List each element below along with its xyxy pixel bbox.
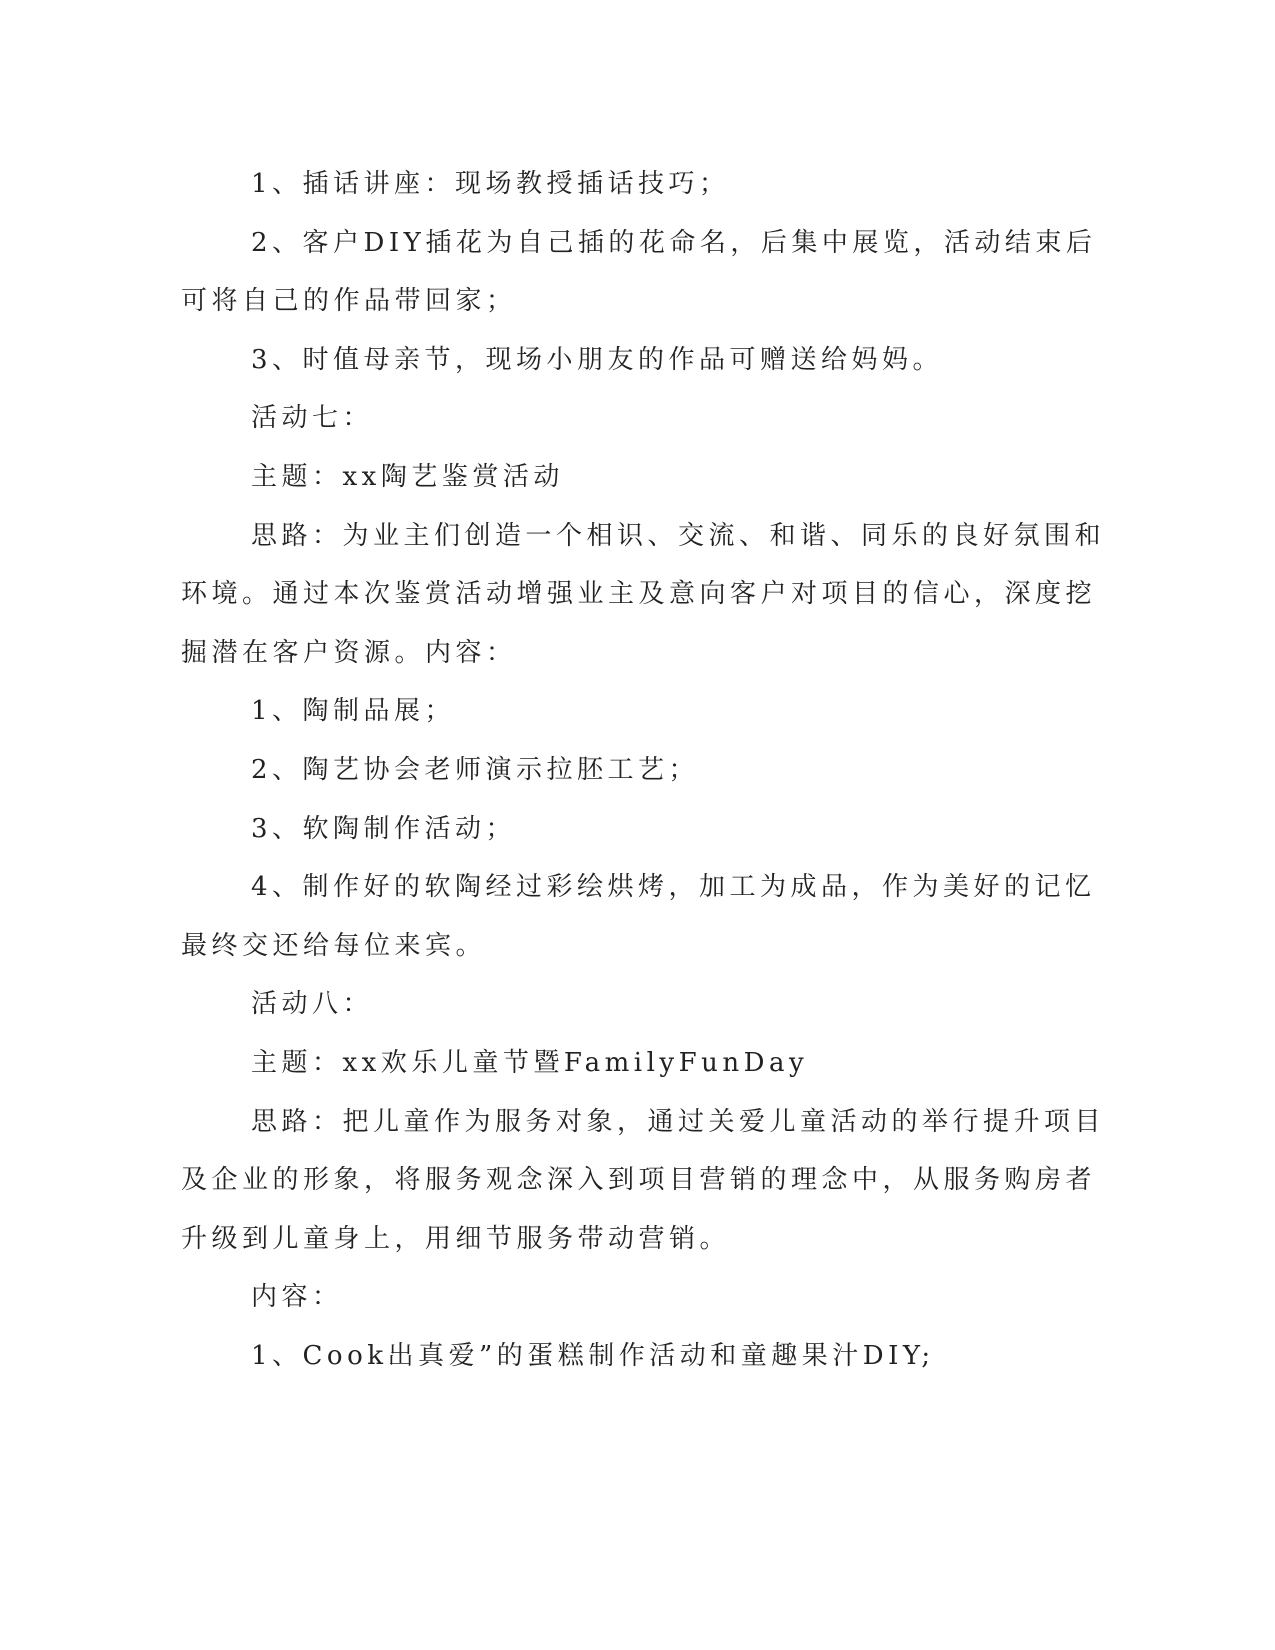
list-item-baked-clay: 4、制作好的软陶经过彩绘烘烤，加工为成品，作为美好的记忆 (251, 872, 1096, 903)
activity-8-idea-continued-1: 及企业的形象，将服务观念深入到项目营销的理念中，从服务购房者 (181, 1165, 1097, 1196)
document-body (181, 155, 1106, 1385)
list-item-diy-flower-continued: 可将自己的作品带回家； (181, 286, 517, 317)
activity-8-idea-continued-2: 升级到儿童身上，用细节服务带动营销。 (181, 1223, 731, 1254)
activity-8-idea: 思路：把儿童作为服务对象，通过关爱儿童活动的举行提升项目 (251, 1106, 1106, 1137)
section-heading-activity-7: 活动七： (251, 403, 374, 434)
list-item-pottery-exhibit: 1、陶制品展； (251, 696, 456, 727)
activity-8-theme: 主题：xx欢乐儿童节暨FamilyFunDay (251, 1047, 809, 1078)
list-item-pottery-demo: 2、陶艺协会老师演示拉胚工艺； (251, 754, 700, 785)
list-item-cake-making: 1、Cook出真爱”的蛋糕制作活动和童趣果汁DIY; (251, 1340, 935, 1371)
activity-7-idea-continued-1: 环境。通过本次鉴赏活动增强业主及意向客户对项目的信心，深度挖 (181, 579, 1097, 610)
activity-8-content-label: 内容： (251, 1282, 343, 1313)
activity-7-idea: 思路：为业主们创造一个相识、交流、和谐、同乐的良好氛围和 (251, 520, 1106, 551)
list-item-flower-lecture: 1、插话讲座：现场教授插话技巧； (251, 169, 730, 199)
list-item-mothers-day: 3、时值母亲节，现场小朋友的作品可赠送给妈妈。 (251, 344, 944, 375)
list-item-baked-clay-continued: 最终交还给每位来宾。 (181, 930, 487, 961)
list-item-soft-clay: 3、软陶制作活动； (251, 813, 517, 844)
activity-7-theme: 主题：xx陶艺鉴赏活动 (251, 461, 564, 492)
section-heading-activity-8: 活动八： (251, 989, 374, 1020)
activity-7-idea-continued-2: 掘潜在客户资源。内容： (181, 637, 517, 668)
list-item-diy-flower: 2、客户DIY插花为自己插的花命名，后集中展览，活动结束后 (251, 227, 1097, 258)
